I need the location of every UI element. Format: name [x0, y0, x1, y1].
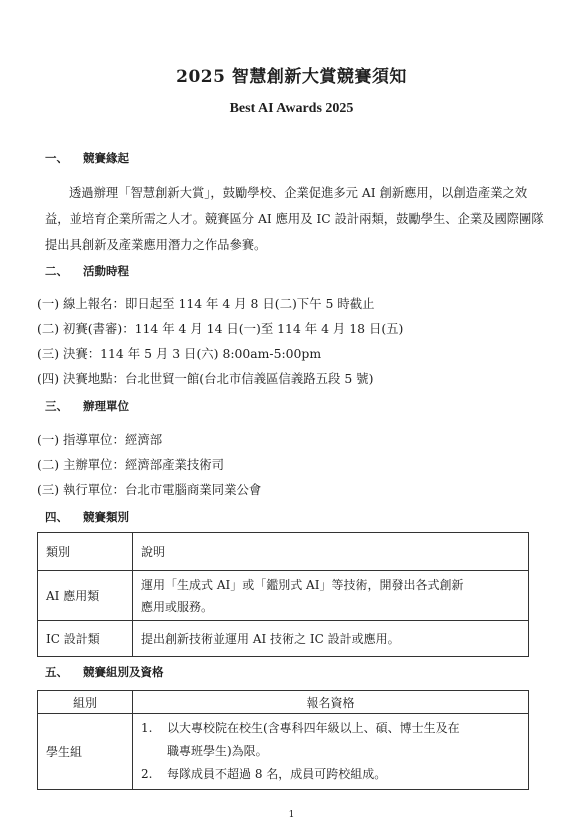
- item-text: 每隊成員不超過 8 名，成員可跨校組成。: [167, 767, 387, 781]
- category-cell: AI 應用類: [38, 571, 133, 621]
- paragraph-line: 透過辦理「智慧創新大賞」，鼓勵學校、企業促進多元 AI 創新應用，以創造: [69, 186, 478, 200]
- section-number: 一、: [45, 151, 68, 165]
- table-header-cell: 報名資格: [133, 691, 529, 714]
- paragraph-line: 產業之效益，並培育企業所需之人才。競賽區分 AI 應用及 IC 設計兩類，鼓勵: [45, 186, 528, 226]
- schedule-item: (二) 初賽(書審)：114 年 4 月 14 日(一)至 114 年 4 月 18 日(五): [37, 321, 404, 336]
- schedule-item: (四) 決賽地點：台北世貿一館(台北市信義區信義路五段 5 號): [37, 371, 374, 386]
- section-title: 競賽緣起: [83, 151, 129, 165]
- eligibility-cell: [133, 714, 529, 790]
- table-header-cell: 類別: [38, 533, 133, 571]
- section-number: 五、: [45, 665, 68, 679]
- section-number: 二、: [45, 264, 68, 278]
- paragraph-line: 學生、企業及國際團隊提出具創新及產業應用潛力之作品參賽。: [45, 212, 544, 252]
- origin-paragraph: [45, 180, 545, 258]
- section-heading-schedule: [45, 263, 129, 279]
- schedule-item: (三) 決賽：114 年 5 月 3 日(六) 8:00am-5:00pm: [37, 346, 322, 361]
- description-cell: 提出創新技術並運用 AI 技術之 IC 設計或應用。: [133, 621, 529, 657]
- category-table: [37, 532, 529, 657]
- organizer-item: (二) 主辦單位：經濟部產業技術司: [37, 457, 225, 472]
- category-cell: IC 設計類: [38, 621, 133, 657]
- eligibility-item: [141, 717, 520, 740]
- section-heading-organizers: [45, 398, 129, 414]
- page-title: 2025 智慧創新大賞競賽須知: [176, 67, 407, 87]
- organizer-item: (三) 執行單位：台北市電腦商業同業公會: [37, 482, 262, 497]
- section-title: 活動時程: [83, 264, 129, 278]
- page-number: 1: [288, 810, 295, 820]
- item-number: 1.: [141, 721, 153, 735]
- section-title: 辦理單位: [83, 399, 129, 413]
- table-row: [38, 571, 529, 621]
- table-header-row: [38, 691, 529, 714]
- description-cell: [133, 571, 529, 621]
- schedule-item: (一) 線上報名：即日起至 114 年 4 月 8 日(二)下午 5 時截止: [37, 296, 375, 311]
- organizer-item: (一) 指導單位：經濟部: [37, 432, 163, 447]
- table-header-row: [38, 533, 529, 571]
- section-heading-eligibility: [45, 664, 164, 680]
- section-heading-origin: [45, 150, 129, 166]
- group-cell: 學生組: [38, 714, 133, 790]
- section-number: 四、: [45, 510, 68, 524]
- item-number: 2.: [141, 767, 153, 781]
- eligibility-item: [141, 763, 520, 786]
- table-header-cell: 說明: [133, 533, 529, 571]
- page-subtitle: Best AI Awards 2025: [229, 101, 354, 116]
- item-text: 職專班學生)為限。: [167, 744, 268, 758]
- section-title: 競賽類別: [83, 510, 129, 524]
- section-heading-categories: [45, 509, 129, 525]
- table-row: [38, 714, 529, 790]
- item-text: 以大專校院在校生(含專科四年級以上、碩、博士生及在: [167, 721, 460, 735]
- description-line: 應用或服務。: [141, 599, 214, 614]
- table-row: [38, 621, 529, 657]
- section-title: 競賽組別及資格: [83, 665, 164, 679]
- description-line: 運用「生成式 AI」或「鑑別式 AI」等技術，開發出各式創新: [141, 577, 464, 592]
- table-header-cell: 組別: [38, 691, 133, 714]
- section-number: 三、: [45, 399, 68, 413]
- eligibility-table: [37, 690, 529, 790]
